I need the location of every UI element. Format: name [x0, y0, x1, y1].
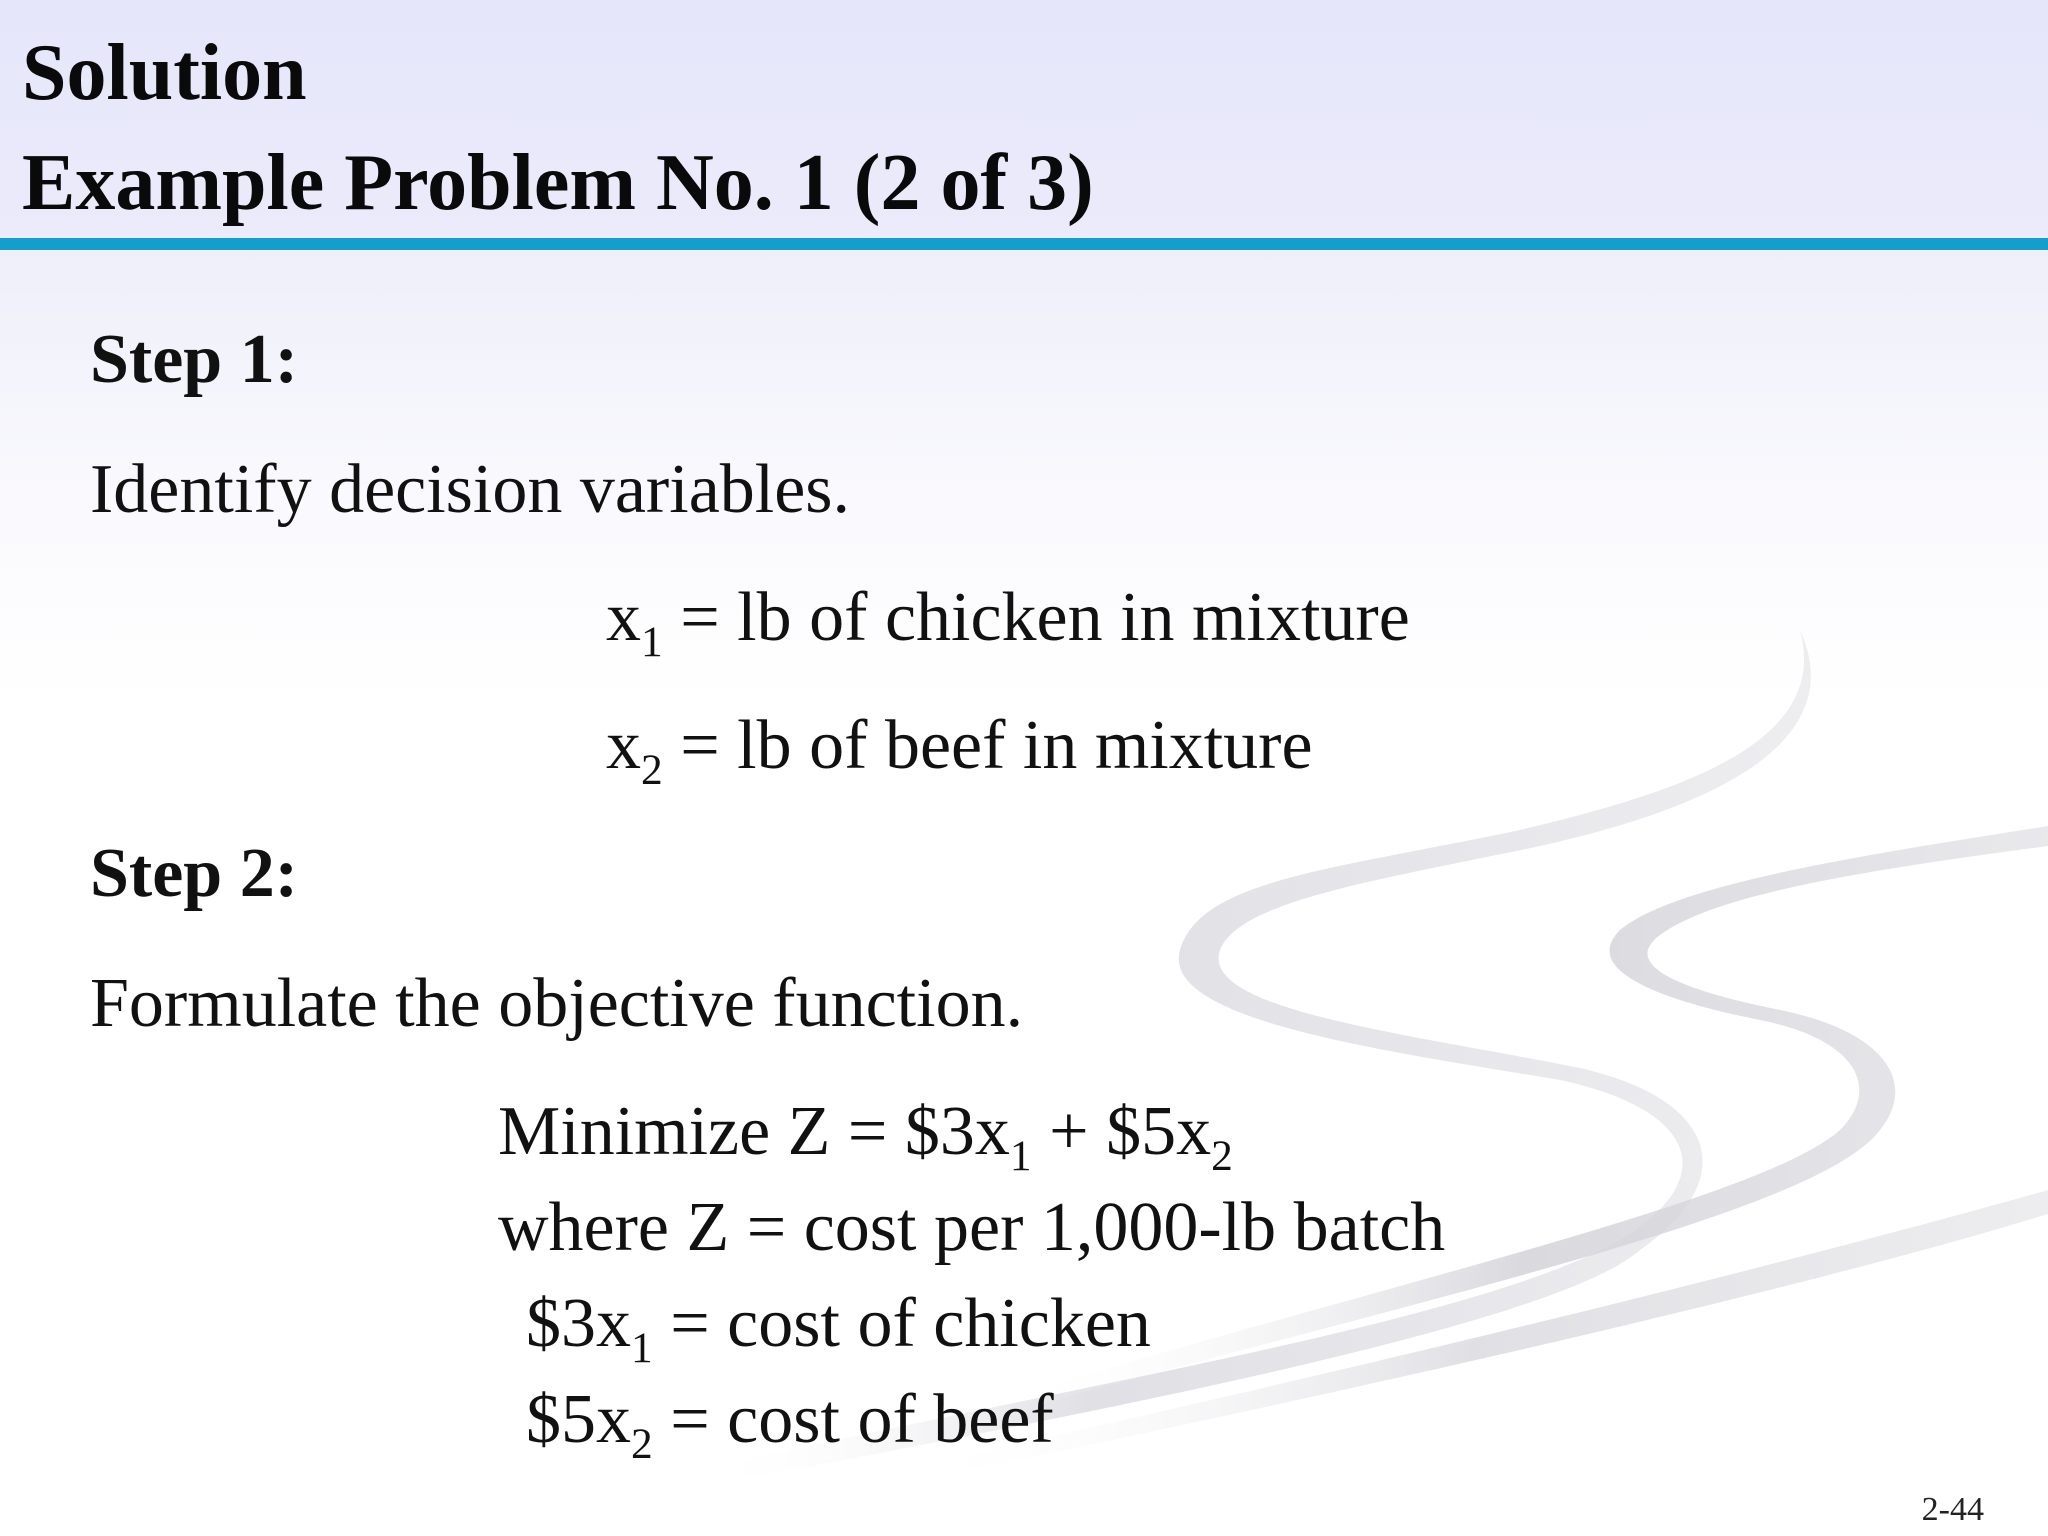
term-definition: = cost of beef [670, 1381, 1054, 1458]
step-2-instruction: Formulate the objective function. [90, 965, 1024, 1042]
variable-x1-definition [606, 578, 1410, 667]
title-line-2: Example Problem No. 1 (2 of 3) [22, 139, 1094, 227]
variable-definition-text: = lb of beef in mixture [680, 707, 1313, 784]
where-line: where Z = cost per 1,000-lb batch [498, 1189, 1446, 1266]
objective-subscript-2: 2 [1211, 1132, 1233, 1181]
variable-symbol: x [606, 707, 641, 784]
term-subscript: 2 [631, 1420, 653, 1469]
variable-subscript: 2 [641, 746, 663, 795]
objective-subscript-1: 1 [1009, 1132, 1032, 1181]
title-line-1: Solution [22, 29, 307, 117]
variable-symbol: x [606, 579, 641, 656]
variable-x2-definition [606, 706, 1313, 795]
term-beef-cost [526, 1380, 1054, 1469]
step-1-instruction: Identify decision variables. [90, 451, 851, 528]
objective-prefix: Minimize Z = $3x [498, 1093, 1010, 1170]
page-number: 2-44 [1921, 1491, 1984, 1528]
variable-definition-text: = lb of chicken in mixture [680, 579, 1410, 656]
term-subscript: 1 [631, 1324, 653, 1373]
variable-subscript: 1 [641, 618, 663, 667]
term-definition: = cost of chicken [670, 1285, 1151, 1362]
step-1-heading: Step 1: [90, 321, 299, 398]
step-2-heading: Step 2: [90, 835, 299, 912]
objective-function [498, 1092, 1233, 1181]
objective-middle: + $5x [1031, 1093, 1212, 1170]
term-chicken-cost [526, 1284, 1151, 1373]
term-symbol: $3x [526, 1285, 631, 1362]
term-symbol: $5x [526, 1381, 631, 1458]
